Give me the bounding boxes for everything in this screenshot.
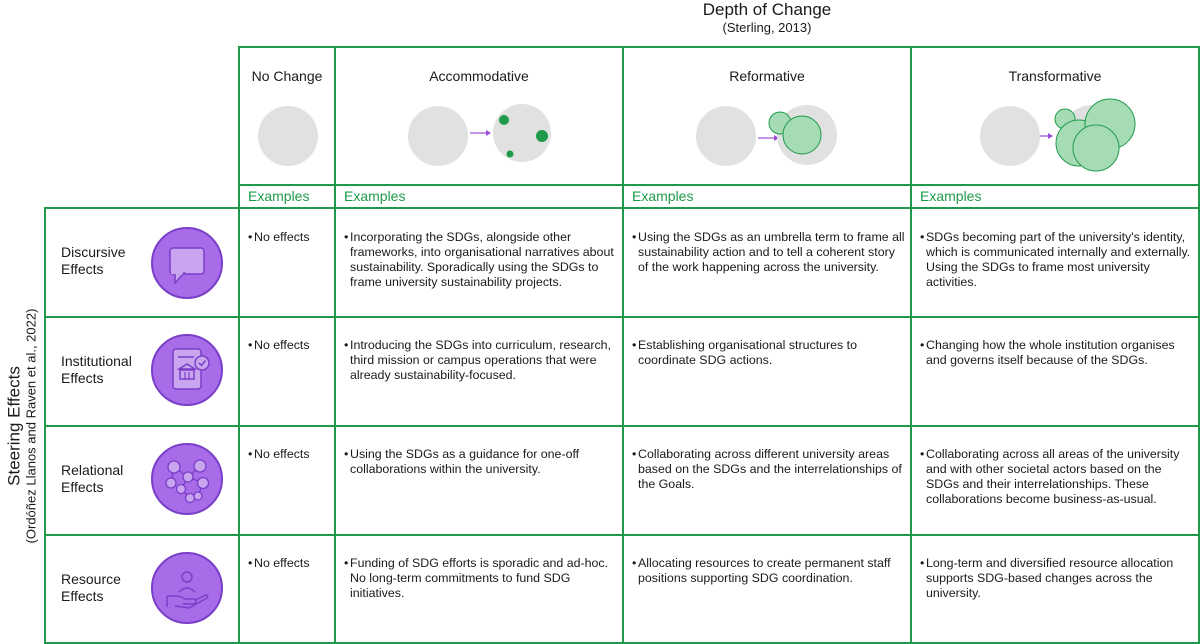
row-label-resource: Resource Effects <box>61 571 121 604</box>
speech-bubble-icon <box>151 227 223 299</box>
side-title <box>5 309 40 544</box>
cell-resource-accommodative: • Funding of SDG efforts is sporadic and ad-hoc. No long-term commitments to fund SDG initiatives. <box>344 556 609 600</box>
hand-person-icon <box>151 552 223 624</box>
examples-label-transformative: Examples <box>920 188 982 204</box>
cell-resource-transformative: • Long-term and diversified resource allocation supports SDG-based changes across the university. <box>920 556 1174 600</box>
row-label-relational: Relational Effects <box>61 462 124 495</box>
cell-institutional-no-change: • No effects <box>248 338 310 352</box>
diagram-title: Depth of Change <box>702 0 832 19</box>
column-header-reformative: Reformative <box>729 68 805 84</box>
network-icon <box>151 443 223 515</box>
transformative-illustration <box>912 95 1198 180</box>
row-label-discursive: Discursive Effects <box>61 244 126 277</box>
examples-label-no-change: Examples <box>248 188 310 204</box>
accommodative-illustration <box>336 95 622 180</box>
row-label-institutional: Institutional Effects <box>61 353 132 386</box>
cell-discursive-accommodative: • Incorporating the SDGs, alongside other frameworks, into organisational narratives about sustainability. Sporadically using the SDGs to frame university sustainability projects. <box>344 230 614 289</box>
side-title-sub: (Ordóñez Llanos and Raven et al., 2022) <box>23 308 39 544</box>
cell-institutional-transformative: • Changing how the whole institution organises and governs itself because of the SDGs. <box>920 338 1175 367</box>
cell-discursive-transformative: • SDGs becoming part of the university's identity, which is communicated internally and externally. Using the SDGs to frame most university activities. <box>920 230 1191 289</box>
cell-discursive-reformative: • Using the SDGs as an umbrella term to frame all sustainability action and to tell a coherent story of the work happening across the university. <box>632 230 905 274</box>
reformative-illustration <box>624 95 910 180</box>
column-header-no-change: No Change <box>251 68 323 84</box>
column-header-transformative: Transformative <box>1008 68 1102 84</box>
column-header-accommodative: Accommodative <box>429 68 529 84</box>
examples-label-accommodative: Examples <box>344 188 406 204</box>
cell-relational-accommodative: • Using the SDGs as a guidance for one-off collaborations within the university. <box>344 447 580 476</box>
cell-institutional-reformative: • Establishing organisational structures to coordinate SDG actions. <box>632 338 858 367</box>
cell-relational-no-change: • No effects <box>248 447 310 461</box>
cell-discursive-no-change: • No effects <box>248 230 310 244</box>
cell-relational-reformative: • Collaborating across different university areas based on the SDGs and the interrelationships of the Goals. <box>632 447 902 491</box>
no-change-illustration <box>240 95 334 180</box>
side-title-main: Steering Effects <box>4 366 24 486</box>
cell-resource-reformative: • Allocating resources to create permanent staff positions supporting SDG coordination. <box>632 556 891 585</box>
cell-relational-transformative: • Collaborating across all areas of the university and with other societal actors based on the SDGs and their interrelationships. These collaborations become business-as-usual. <box>920 447 1180 506</box>
side-title-area <box>0 208 44 644</box>
cell-institutional-accommodative: • Introducing the SDGs into curriculum, research, third mission or campus operations that were already sustainability-focused. <box>344 338 612 382</box>
institution-document-icon <box>151 334 223 406</box>
cell-resource-no-change: • No effects <box>248 556 310 570</box>
diagram-subtitle: (Sterling, 2013) <box>722 20 812 35</box>
examples-label-reformative: Examples <box>632 188 694 204</box>
